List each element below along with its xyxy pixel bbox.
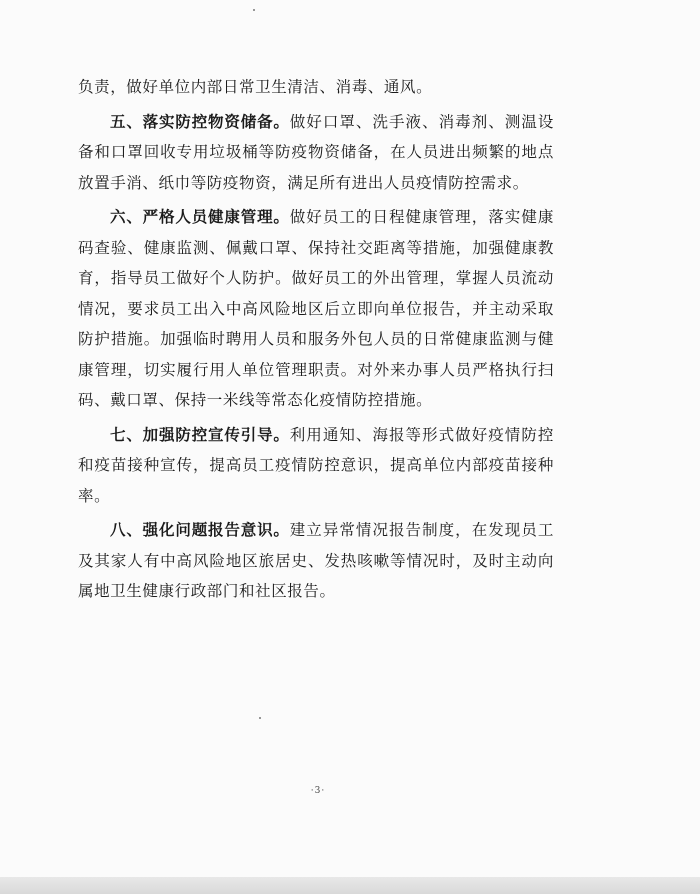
section-heading: 八、强化问题报告意识。 — [110, 521, 290, 539]
paragraph-text: 负责，做好单位内部日常卫生清洁、消毒、通风。 — [78, 78, 433, 96]
section-heading: 六、严格人员健康管理。 — [110, 208, 290, 226]
paragraph-section-6 — [78, 202, 554, 416]
page-number: ·3· — [310, 786, 326, 796]
scan-speck — [253, 9, 255, 11]
document-body — [78, 72, 554, 607]
section-heading: 五、落实防控物资储备。 — [110, 112, 290, 131]
paragraph-text: 做好员工的日程健康管理，落实健康码查验、健康监测、佩戴口罩、保持社交距离等措施，加强健康教育，指导员工做好个人防护。做好员工的外出管理，掌握人员流动情况，要求员工出入中高风险地区后立即向单位报告，并主动采取防护措施。加强临时聘用人员和服务外包人员的日常健康监测与健康管理，切实履行用人单位管理职责。对外来办事人员严格执行扫码、戴口罩、保持一米线等常态化疫情防控措施。 — [78, 208, 554, 409]
paragraph-continuation — [78, 72, 554, 103]
section-heading: 七、加强防控宣传引导。 — [110, 425, 290, 444]
paragraph-section-5 — [78, 107, 554, 199]
paragraph-text: 利用通知、海报等形式做好疫情防控和疫苗接种宣传，提高员工疫情防控意识，提高单位内部疫苗接种率。 — [78, 425, 554, 505]
paragraph-text: 建立异常情况报告制度，在发现员工及其家人有中高风险地区旅居史、发热咳嗽等情况时，及时主动向属地卫生健康行政部门和社区报告。 — [78, 521, 554, 600]
paragraph-text: 做好口罩、洗手液、消毒剂、测温设备和口罩回收专用垃圾桶等防疫物资储备，在人员进出频繁的地点放置手消、纸巾等防疫物资，满足所有进出人员疫情防控需求。 — [78, 112, 554, 192]
scan-edge-shadow — [0, 877, 700, 894]
paragraph-section-7 — [78, 420, 554, 512]
paragraph-section-8 — [78, 515, 554, 607]
scan-speck — [259, 717, 261, 719]
